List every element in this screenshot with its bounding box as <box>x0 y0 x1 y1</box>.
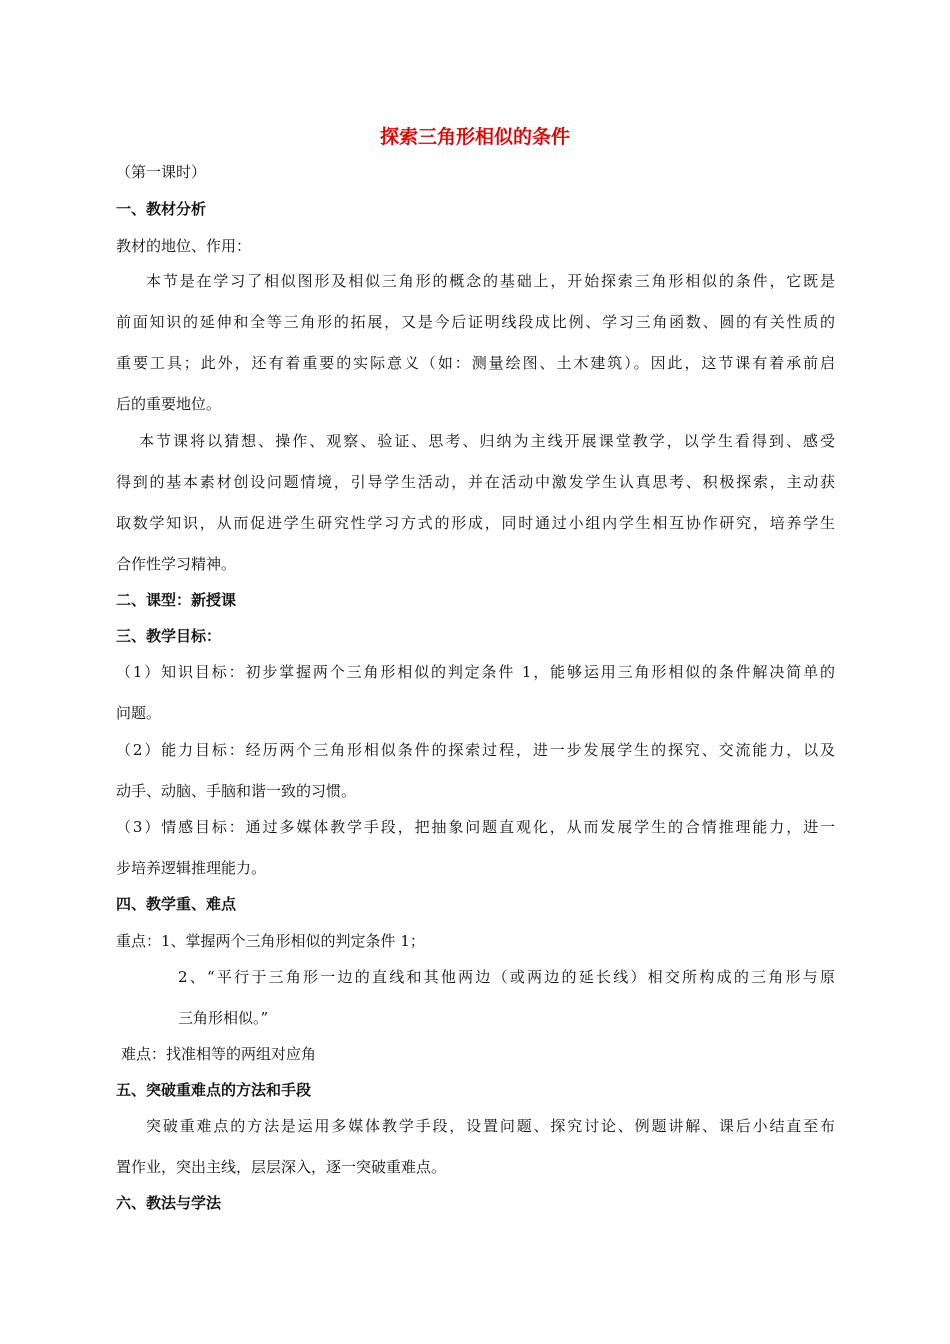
paragraph-line: 后的重要地位。 <box>116 395 222 413</box>
paragraph-line: 取数学知识，从而促进学生研究性学习方式的形成，同时通过小组内学生相互协作研究，培养学生 <box>116 514 835 532</box>
key-point-2: 2、“平行于三角形一边的直线和其他两边（或两边的延长线）相交所构成的三角形与原 <box>178 968 835 986</box>
lesson-period: （第一课时） <box>116 163 207 181</box>
key-point-2-cont: 三角形相似。” <box>178 1009 269 1027</box>
goal-emotion: （3）情感目标：通过多媒体教学手段，把抽象问题直观化，从而发展学生的合情推理能力，进一 <box>116 818 835 836</box>
key-point-1: 重点：1、掌握两个三角形相似的判定条件 1； <box>116 932 425 950</box>
goal-ability: （2）能力目标：经历两个三角形相似条件的探索过程，进一步发展学生的探究、交流能力，以及 <box>116 741 835 759</box>
section-heading-5: 五、突破重难点的方法和手段 <box>116 1081 312 1099</box>
section-heading-1: 一、教材分析 <box>116 200 207 218</box>
section-heading-6: 六、教法与学法 <box>116 1194 222 1212</box>
paragraph-line: 合作性学习精神。 <box>116 555 237 573</box>
paragraph-line: 前面知识的延伸和全等三角形的拓展，又是今后证明线段成比例、学习三角函数、圆的有关性质的 <box>116 313 835 331</box>
goal-ability-cont: 动手、动脑、手脑和谐一致的习惯。 <box>116 782 357 800</box>
paragraph-line: 本节是在学习了相似图形及相似三角形的概念的基础上，开始探索三角形相似的条件，它既是 <box>146 272 835 290</box>
paragraph-line: 重要工具；此外，还有着重要的实际意义（如：测量绘图、土木建筑）。因此，这节课有着承前启 <box>116 354 835 372</box>
paragraph-line: 突破重难点的方法是运用多媒体教学手段，设置问题、探究讨论、例题讲解、课后小结直至布 <box>146 1117 835 1135</box>
difficulty: 难点：找准相等的两组对应角 <box>121 1045 317 1063</box>
paragraph-line: 本节课将以猜想、操作、观察、验证、思考、归纳为主线开展课堂教学，以学生看得到、感受 <box>139 432 835 450</box>
section-label: 教材的地位、作用： <box>116 237 252 255</box>
section-heading-2: 二、课型：新授课 <box>116 591 237 609</box>
document-title: 探索三角形相似的条件 <box>379 126 570 148</box>
goal-emotion-cont: 步培养逻辑推理能力。 <box>116 859 267 877</box>
section-heading-3: 三、教学目标： <box>116 627 222 645</box>
paragraph-line: 置作业，突出主线，层层深入，逐一突破重难点。 <box>116 1158 447 1176</box>
goal-knowledge-cont: 问题。 <box>116 704 162 722</box>
goal-knowledge: （1）知识目标：初步掌握两个三角形相似的判定条件 1，能够运用三角形相似的条件解决简单的 <box>116 663 835 681</box>
section-heading-4: 四、教学重、难点 <box>116 895 237 913</box>
paragraph-line: 得到的基本素材创设问题情境，引导学生活动，并在活动中激发学生认真思考、积极探索，主动获 <box>116 473 835 491</box>
